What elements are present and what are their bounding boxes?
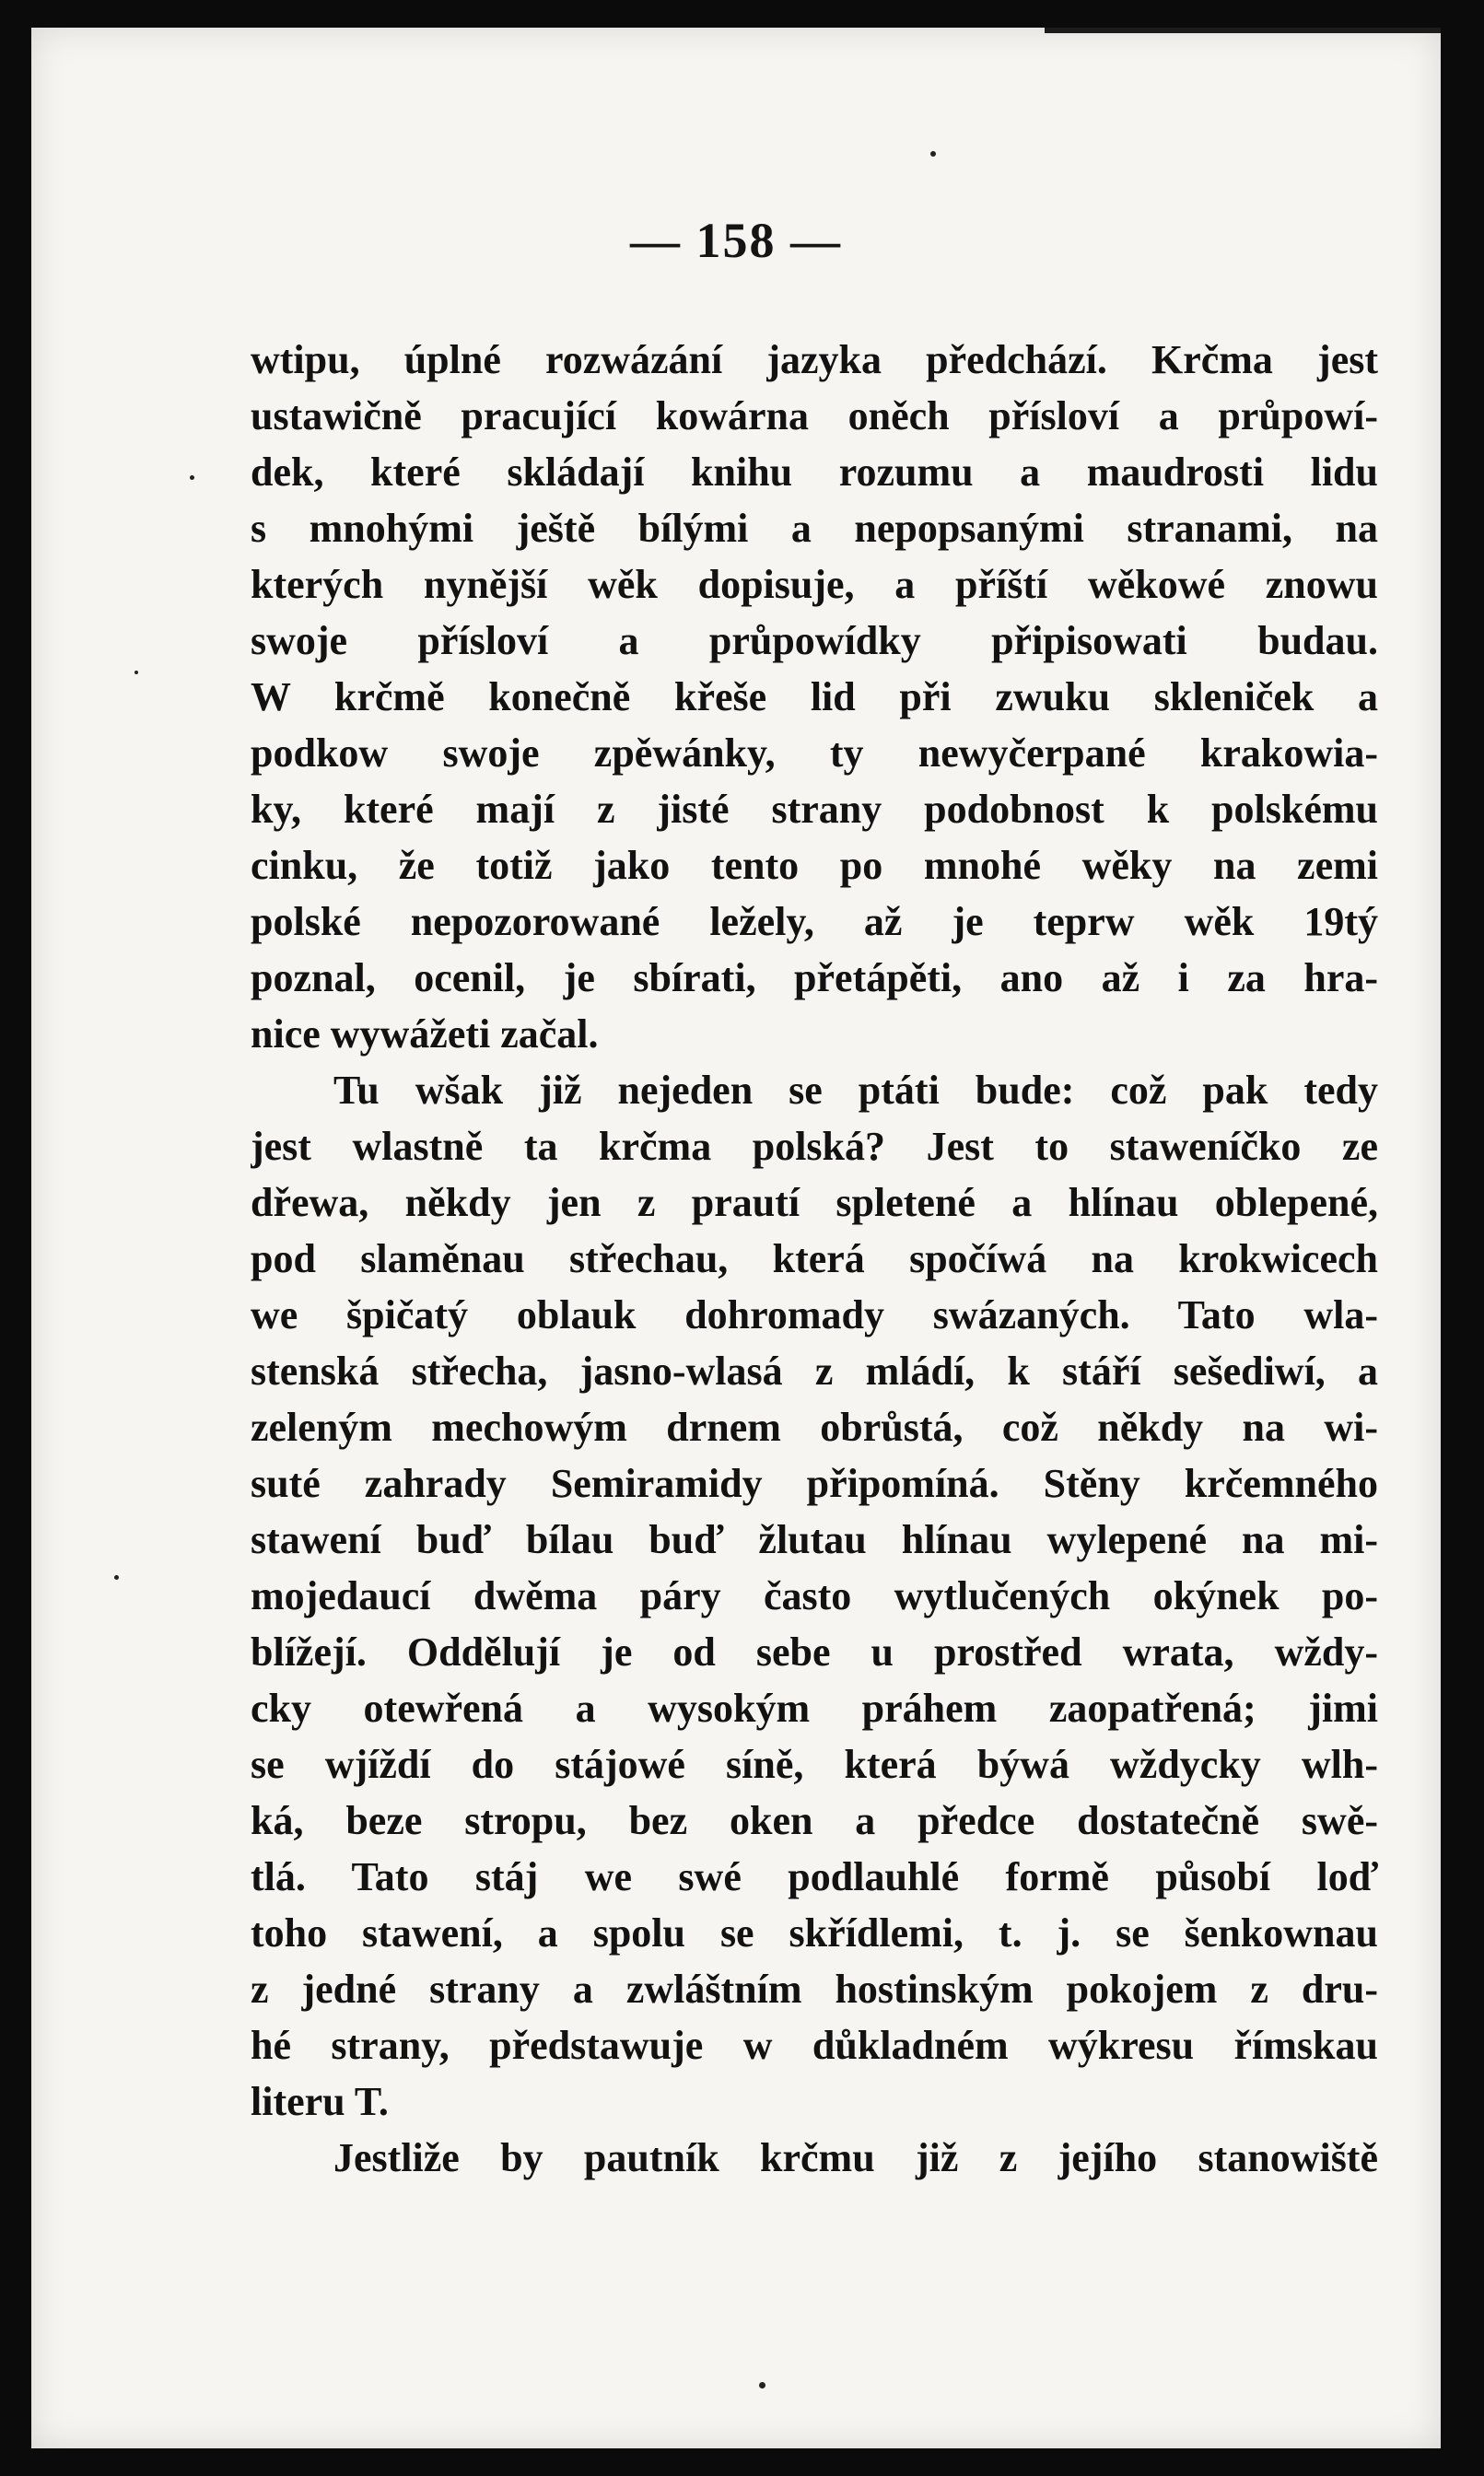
text-line: W krčmě konečně křeše lid při zwuku skleniček a — [251, 674, 1378, 719]
text-line: Tu wšak již nejeden se ptáti bude: což pak tedy — [333, 1068, 1378, 1113]
text-line: literu T. — [251, 2079, 389, 2124]
text-line: nice wywážeti začal. — [251, 1011, 599, 1057]
text-line: hé strany, předstawuje w důkladném wýkresu římskau — [251, 2023, 1378, 2068]
text-line: cky otewřená a wysokým práhem zaopatřená; jimi — [251, 1686, 1378, 1731]
text-line: toho stawení, a spolu se skřídlemi, t. j. se šenkownau — [251, 1910, 1378, 1956]
text-line: dřewa, někdy jen z prautí spletené a hlínau oblepené, — [251, 1180, 1378, 1225]
text-line: we špičatý oblauk dohromady swázaných. Tato wla- — [251, 1292, 1378, 1337]
text-line: ká, beze stropu, bez oken a předce dostatečně swě- — [251, 1798, 1378, 1843]
text-line: blížejí. Oddělují je od sebe u prostřed wrata, wždy- — [251, 1629, 1378, 1675]
text-line: wtipu, úplné rozwázání jazyka předchází. Krčma jest — [251, 337, 1378, 382]
text-line: polské nepozorowané ležely, až je teprw wěk 19tý — [251, 899, 1378, 944]
text-line: cinku, že totiž jako tento po mnohé wěky na zemi — [251, 843, 1378, 888]
paper-speck — [114, 1575, 119, 1580]
text-line: suté zahrady Semiramidy připomíná. Stěny krčemného — [251, 1461, 1378, 1506]
text-line: Jestliže by pautník krčmu již z jejího stanowiště — [333, 2135, 1378, 2180]
text-line: stenská střecha, jasno-wlasá z mládí, k stáří sešediwí, a — [251, 1349, 1378, 1394]
text-line: ky, které mají z jisté strany podobnost k polskému — [251, 787, 1378, 832]
paper-speck — [759, 2382, 765, 2388]
text-line: podkow swoje zpěwánky, ty newyčerpané krakowia- — [251, 730, 1378, 776]
text-line: zeleným mechowým drnem obrůstá, což někdy na wi- — [251, 1405, 1378, 1450]
text-line: dek, které skládají knihu rozumu a maudrosti lidu — [251, 450, 1378, 495]
text-line: se wjíždí do stájowé síně, která býwá wždycky wlh- — [251, 1742, 1378, 1787]
page-number: — 158 — — [630, 213, 842, 268]
text-line: swoje přísloví a průpowídky připisowati budau. — [251, 618, 1378, 663]
text-line: ustawičně pracující kowárna oněch přísloví a průpowí- — [251, 393, 1378, 438]
text-line: mojedaucí dwěma páry často wytlučených okýnek po- — [251, 1573, 1378, 1618]
text-line: kterých nynější wěk dopisuje, a příští wěkowé znowu — [251, 562, 1378, 607]
text-line: z jedné strany a zwláštním hostinským pokojem z dru- — [251, 1967, 1378, 2012]
text-line: stawení buď bílau buď žlutau hlínau wylepené na mi- — [251, 1517, 1378, 1562]
page-edge-shadow — [1045, 28, 1441, 33]
paper-speck — [134, 671, 138, 674]
body-text — [251, 332, 1378, 2186]
text-line: pod slaměnau střechau, která spočíwá na krokwicech — [251, 1236, 1378, 1281]
text-line: jest wlastně ta krčma polská? Jest to staweníčko ze — [251, 1124, 1378, 1169]
text-line: s mnohými ještě bílými a nepopsanými stranami, na — [251, 506, 1378, 551]
text-line: tlá. Tato stáj we swé podlauhlé formě působí loď — [251, 1854, 1378, 1899]
paper-speck — [190, 475, 194, 480]
book-page — [31, 28, 1441, 2448]
text-line: poznal, ocenil, je sbírati, přetápěti, ano až i za hra- — [251, 955, 1378, 1000]
paper-speck — [930, 151, 936, 157]
